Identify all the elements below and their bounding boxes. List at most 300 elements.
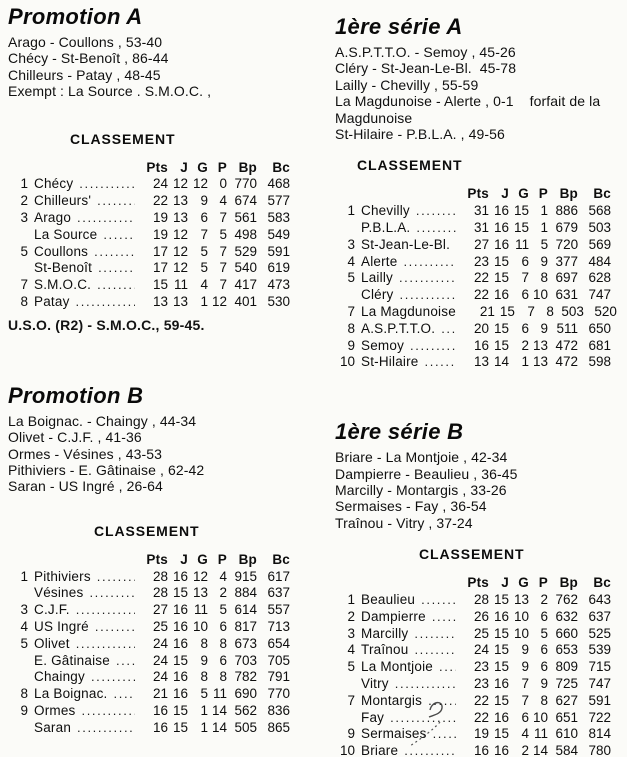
dot-leader — [79, 176, 135, 193]
stat-cell: 16 — [494, 236, 510, 252]
table-row — [335, 726, 611, 743]
stat-cell: 836 — [267, 703, 290, 718]
table-row — [335, 354, 611, 371]
rank-cell: 3 — [347, 236, 355, 252]
stat-cell: 1 — [200, 703, 208, 718]
team-cell: Montargis — [361, 692, 423, 708]
team-cell: Coullons — [34, 243, 89, 259]
team-cell: Arago — [34, 210, 72, 226]
rank-cell: 9 — [347, 337, 355, 353]
dot-leader — [428, 693, 456, 710]
standings-table — [335, 575, 611, 757]
result-line: Chilleurs - Patay , 48-45 — [8, 66, 161, 83]
team-cell: St-Jean-Le-Bl. — [361, 236, 451, 252]
stat-cell: 10 — [532, 709, 548, 725]
dot-leader — [98, 260, 135, 277]
table-row — [335, 642, 611, 659]
result-line: Chécy - St-Benoît , 86-44 — [8, 50, 169, 67]
stat-cell: 674 — [234, 193, 257, 209]
stat-cell: 6 — [521, 253, 529, 269]
classement-label: CLASSEMENT — [357, 157, 463, 174]
table-row — [335, 609, 611, 626]
stat-cell: 16 — [172, 568, 188, 584]
stat-cell: 16 — [152, 703, 168, 718]
column-header: P — [538, 186, 548, 202]
results-list — [8, 34, 290, 100]
rank-cell: 8 — [20, 294, 28, 309]
column-header: P — [538, 575, 548, 591]
stat-cell: 722 — [588, 709, 611, 725]
dot-leader — [410, 338, 456, 355]
section-serie-a — [335, 13, 617, 371]
stat-cell: 549 — [267, 226, 290, 242]
dot-leader — [94, 244, 135, 261]
stat-cell: 614 — [234, 602, 257, 618]
stat-cell: 19 — [473, 726, 489, 742]
stat-cell: 16 — [473, 743, 489, 757]
dot-leader — [76, 636, 135, 653]
table-row — [8, 636, 290, 653]
stat-cell: 472 — [555, 337, 578, 353]
stat-cell: 12 — [172, 243, 188, 259]
stat-cell: 12 — [211, 294, 227, 309]
stat-cell: 16 — [493, 676, 509, 692]
table-row — [8, 602, 290, 619]
result-line: Traînou - Vitry , 37-24 — [335, 514, 473, 531]
table-row — [8, 210, 290, 227]
stat-cell: 11 — [212, 686, 227, 702]
stat-cell: 5 — [200, 686, 208, 702]
section-promotion-a — [8, 3, 290, 333]
dot-leader — [103, 227, 135, 244]
team-cell: Lailly — [361, 270, 393, 286]
result-line: A.S.P.T.T.O. - Semoy , 45-26 — [335, 44, 516, 60]
column-header: G — [518, 575, 529, 591]
stat-cell: 653 — [555, 642, 578, 658]
stat-cell: 15 — [493, 692, 509, 708]
table-row — [335, 338, 611, 355]
rank-cell: 4 — [347, 642, 355, 658]
result-line: Ormes - Vésines , 43-53 — [8, 445, 163, 462]
stat-cell: 7 — [219, 243, 227, 259]
stat-cell: 15 — [493, 642, 509, 658]
team-cell: Ormes — [34, 703, 76, 718]
stat-cell: 650 — [588, 320, 611, 336]
team-cell: P.B.L.A. — [361, 220, 411, 236]
stat-cell: 28 — [473, 592, 489, 608]
stat-cell: 9 — [200, 652, 208, 668]
column-header: J — [180, 159, 188, 175]
stat-cell: 10 — [513, 608, 529, 624]
rank-cell: 10 — [339, 743, 355, 757]
stat-cell: 6 — [540, 608, 548, 624]
stat-cell: 27 — [474, 236, 490, 252]
table-row — [335, 626, 611, 643]
stat-cell: 6 — [200, 210, 208, 226]
stat-cell: 15 — [493, 659, 509, 675]
stat-cell: 15 — [493, 337, 509, 353]
stat-cell: 498 — [234, 226, 257, 242]
dot-leader — [432, 609, 456, 626]
stat-cell: 26 — [473, 608, 489, 624]
rank-cell: 1 — [20, 568, 28, 584]
rank-cell: 3 — [20, 602, 28, 618]
table-row — [335, 254, 611, 271]
rank-cell: 9 — [20, 703, 28, 718]
stat-cell: 15 — [172, 719, 188, 735]
stat-cell: 915 — [234, 568, 257, 584]
rank-cell: 1 — [347, 203, 355, 219]
result-line: Magdunoise — [335, 109, 413, 126]
stat-cell: 673 — [234, 635, 257, 651]
team-cell: Dampierre — [361, 608, 426, 624]
dot-leader — [395, 676, 456, 693]
dot-leader — [97, 277, 135, 294]
column-header: J — [501, 186, 509, 202]
team-cell: La Boignac. — [34, 686, 108, 702]
stat-cell: 577 — [267, 193, 290, 209]
result-line: Dampierre - Beaulieu , 36-45 — [335, 465, 518, 482]
dot-leader — [91, 669, 135, 686]
stat-cell: 15 — [513, 220, 529, 236]
team-cell: Alerte — [361, 253, 398, 269]
stat-cell: 14 — [532, 743, 548, 757]
table-row — [8, 653, 290, 670]
result-line: Pithiviers - E. Gâtinaise , 62-42 — [8, 462, 205, 479]
rank-cell: 1 — [20, 176, 28, 192]
stat-cell: 713 — [267, 619, 290, 635]
table-header-row — [335, 186, 611, 203]
stat-cell: 0 — [219, 176, 227, 192]
stat-cell: 617 — [267, 568, 290, 584]
stat-cell: 747 — [588, 287, 611, 303]
result-line: Saran - US Ingré , 26-64 — [8, 478, 163, 495]
table-row — [8, 260, 290, 277]
rank-cell: 8 — [20, 686, 28, 702]
stat-cell: 21 — [479, 304, 495, 320]
dot-leader — [416, 203, 456, 220]
stat-cell: 770 — [267, 686, 290, 702]
table-row — [335, 237, 611, 254]
column-header: P — [217, 159, 227, 175]
stat-cell: 16 — [493, 709, 509, 725]
column-header: J — [501, 575, 509, 591]
stat-cell: 25 — [152, 619, 168, 635]
rank-cell: 2 — [347, 608, 355, 624]
stat-cell: 2 — [540, 592, 548, 608]
stat-cell: 583 — [267, 210, 290, 226]
team-cell: Chevilly — [361, 203, 410, 219]
dot-leader — [403, 254, 456, 271]
stat-cell: 15 — [172, 585, 188, 601]
table-row — [335, 220, 611, 237]
rank-cell: 2 — [20, 193, 28, 209]
stat-cell: 886 — [555, 203, 578, 219]
stat-cell: 561 — [234, 210, 257, 226]
stat-cell: 782 — [234, 669, 257, 685]
stat-cell: 8 — [219, 635, 227, 651]
stat-cell: 31 — [473, 203, 489, 219]
stat-cell: 643 — [588, 592, 611, 608]
stat-cell: 1 — [521, 354, 529, 370]
stat-cell: 5 — [219, 226, 227, 242]
stat-cell: 16 — [473, 337, 489, 353]
dot-leader — [77, 720, 135, 737]
team-cell: Marcilly — [361, 625, 409, 641]
team-cell: Briare — [361, 743, 399, 757]
stat-cell: 16 — [172, 635, 188, 651]
rank-cell: 3 — [347, 625, 355, 641]
team-cell: Vitry — [361, 676, 389, 692]
table-row — [8, 703, 290, 720]
stat-cell: 627 — [555, 692, 578, 708]
result-line: Exempt : La Source . S.M.O.C. , — [8, 83, 212, 100]
dot-leader — [433, 726, 456, 743]
stat-cell: 637 — [588, 608, 611, 624]
stat-cell: 7 — [219, 210, 227, 226]
dot-leader — [89, 585, 135, 602]
column-header: Pts — [467, 575, 489, 591]
dot-leader — [390, 710, 456, 727]
right-column — [335, 0, 617, 757]
results-list — [335, 449, 611, 531]
column-header: Bc — [272, 159, 290, 175]
stat-cell: 631 — [555, 287, 578, 303]
dot-leader — [399, 270, 456, 287]
stat-cell: 697 — [555, 270, 578, 286]
result-line: Briare - La Montjoie , 42-34 — [335, 449, 508, 466]
stat-cell: 19 — [152, 210, 168, 226]
dot-leader — [77, 210, 135, 227]
stat-cell: 13 — [172, 294, 188, 309]
stat-cell: 529 — [234, 243, 257, 259]
section-title: 1ère série B — [335, 419, 464, 445]
stat-cell: 16 — [493, 287, 509, 303]
team-cell: Pithiviers — [34, 568, 91, 584]
team-cell: S.M.O.C. — [34, 277, 92, 293]
table-row — [8, 569, 290, 586]
team-cell: Sermaises — [361, 726, 427, 742]
stat-cell: 6 — [521, 287, 529, 303]
stat-cell: 15 — [493, 625, 509, 641]
stat-cell: 22 — [473, 692, 489, 708]
stat-cell: 619 — [267, 260, 290, 276]
rank-cell: 1 — [347, 592, 355, 608]
stat-cell: 12 — [172, 176, 188, 192]
stat-cell: 4 — [200, 277, 208, 293]
column-header: G — [197, 551, 208, 567]
stat-cell: 6 — [540, 642, 548, 658]
team-cell: St-Benoît — [34, 260, 93, 276]
stat-cell: 12 — [172, 226, 188, 242]
stat-cell: 16 — [493, 203, 509, 219]
stat-cell: 5 — [200, 243, 208, 259]
stat-cell: 484 — [588, 253, 611, 269]
column-header: Bp — [238, 551, 257, 567]
result-line: La Boignac. - Chaingy , 44-34 — [8, 412, 197, 429]
stat-cell: 25 — [473, 625, 489, 641]
rank-cell: 7 — [20, 277, 28, 293]
stat-cell: 7 — [521, 692, 529, 708]
stat-cell: 530 — [267, 294, 290, 309]
stat-cell: 21 — [152, 686, 168, 702]
stat-cell: 9 — [540, 253, 548, 269]
stat-cell: 417 — [234, 277, 257, 293]
stat-cell: 473 — [267, 277, 290, 293]
stat-cell: 23 — [473, 659, 489, 675]
result-line: Lailly - Chevilly , 55-59 — [335, 76, 479, 93]
stat-cell: 13 — [172, 210, 188, 226]
dot-leader — [414, 626, 456, 643]
table-row — [8, 244, 290, 261]
stat-cell: 20 — [473, 320, 489, 336]
dot-leader — [421, 592, 456, 609]
stat-cell: 7 — [219, 277, 227, 293]
left-column — [8, 0, 290, 737]
dot-leader — [76, 294, 135, 311]
column-header: Bc — [593, 575, 611, 591]
stat-cell: 503 — [588, 220, 611, 236]
stat-cell: 632 — [555, 608, 578, 624]
team-cell: St-Hilaire — [361, 354, 419, 370]
team-cell: Olivet — [34, 635, 70, 651]
team-cell: E. Gâtinaise — [34, 652, 110, 668]
stat-cell: 660 — [555, 625, 578, 641]
stat-cell: 6 — [219, 619, 227, 635]
stat-cell: 16 — [172, 669, 188, 685]
table-header-row — [8, 160, 290, 177]
column-header: Bc — [593, 186, 611, 202]
stat-cell: 8 — [540, 270, 548, 286]
stat-cell: 9 — [200, 193, 208, 209]
dot-leader — [97, 569, 135, 586]
stat-cell: 15 — [493, 726, 509, 742]
table-row — [8, 619, 290, 636]
team-cell: Vésines — [34, 585, 84, 601]
table-row — [335, 203, 611, 220]
stat-cell: 817 — [234, 619, 257, 635]
team-cell: Patay — [34, 294, 70, 309]
column-header: Bp — [559, 575, 578, 591]
table-row — [335, 592, 611, 609]
result-line: St-Hilaire - P.B.L.A. , 49-56 — [335, 126, 505, 143]
stat-cell: 762 — [555, 592, 578, 608]
table-row — [8, 669, 290, 686]
stat-cell: 19 — [152, 226, 168, 242]
stat-cell: 15 — [152, 277, 168, 293]
stat-cell: 1 — [200, 294, 208, 309]
stat-cell: 525 — [588, 625, 611, 641]
team-cell: Chilleurs' — [34, 193, 92, 209]
footnote: U.S.O. (R2) - S.M.O.C., 59-45. — [8, 316, 205, 333]
rank-cell: 5 — [347, 659, 355, 675]
stat-cell: 9 — [540, 320, 548, 336]
rank-cell: 3 — [20, 210, 28, 226]
stat-cell: 16 — [172, 602, 188, 618]
stat-cell: 651 — [555, 709, 578, 725]
table-row — [335, 676, 611, 693]
team-cell: La Source — [34, 226, 98, 242]
section-title: Promotion A — [8, 4, 143, 29]
stat-cell: 725 — [555, 676, 578, 692]
stat-cell: 15 — [493, 253, 509, 269]
rank-cell: 4 — [20, 619, 28, 635]
team-cell: Semoy — [361, 337, 405, 353]
stat-cell: 2 — [521, 337, 529, 353]
table-row — [335, 710, 611, 727]
stat-cell: 22 — [473, 709, 489, 725]
result-line: Cléry - St-Jean-Le-Bl. 45-78 — [335, 60, 517, 77]
table-header-row — [335, 575, 611, 592]
stat-cell: 5 — [540, 625, 548, 641]
dot-leader — [439, 659, 456, 676]
stat-cell: 22 — [473, 270, 489, 286]
stat-cell: 5 — [219, 602, 227, 618]
stat-cell: 22 — [473, 287, 489, 303]
stat-cell: 9 — [521, 659, 529, 675]
stat-cell: 5 — [540, 236, 549, 252]
stat-cell: 13 — [152, 294, 168, 309]
rank-cell: 8 — [347, 320, 355, 336]
dot-leader — [116, 653, 135, 670]
table-row — [8, 227, 290, 244]
stat-cell: 503 — [561, 304, 584, 320]
stat-cell: 6 — [219, 652, 227, 668]
stat-cell: 720 — [555, 236, 579, 252]
stat-cell: 7 — [219, 260, 227, 276]
stat-cell: 13 — [532, 337, 548, 353]
table-row — [8, 686, 290, 703]
table-row — [8, 277, 290, 294]
stat-cell: 628 — [588, 270, 611, 286]
stat-cell: 14 — [211, 719, 227, 735]
stat-cell: 11 — [193, 602, 208, 618]
stat-cell: 16 — [152, 719, 168, 735]
stat-cell: 16 — [493, 220, 509, 236]
dot-leader — [400, 287, 456, 304]
stat-cell: 27 — [152, 602, 168, 618]
team-cell: A.S.P.T.T.O. — [361, 320, 436, 336]
stat-cell: 539 — [588, 642, 611, 658]
stat-cell: 22 — [152, 193, 168, 209]
classement-label: CLASSEMENT — [419, 546, 525, 563]
stat-cell: 610 — [555, 726, 578, 742]
column-header: Pts — [146, 159, 168, 175]
stat-cell: 10 — [532, 287, 548, 303]
team-cell: US Ingré — [34, 619, 89, 635]
table-row — [8, 294, 290, 311]
stat-cell: 15 — [172, 652, 188, 668]
stat-cell: 591 — [588, 692, 611, 708]
stat-cell: 540 — [234, 260, 257, 276]
stat-cell: 23 — [473, 253, 489, 269]
result-line: Marcilly - Montargis , 33-26 — [335, 482, 507, 499]
stat-cell: 4 — [219, 193, 227, 209]
stat-cell: 31 — [473, 220, 489, 236]
stat-cell: 15 — [493, 320, 509, 336]
stat-cell: 377 — [555, 253, 578, 269]
column-header: P — [217, 551, 227, 567]
stat-cell: 679 — [555, 220, 578, 236]
stat-cell: 16 — [172, 686, 188, 702]
stat-cell: 13 — [532, 354, 548, 370]
team-cell: Chaingy — [34, 669, 85, 685]
team-cell: Saran — [34, 719, 72, 735]
stat-cell: 24 — [152, 652, 168, 668]
dot-leader — [82, 703, 136, 720]
stat-cell: 7 — [521, 676, 529, 692]
stat-cell: 15 — [493, 592, 509, 608]
